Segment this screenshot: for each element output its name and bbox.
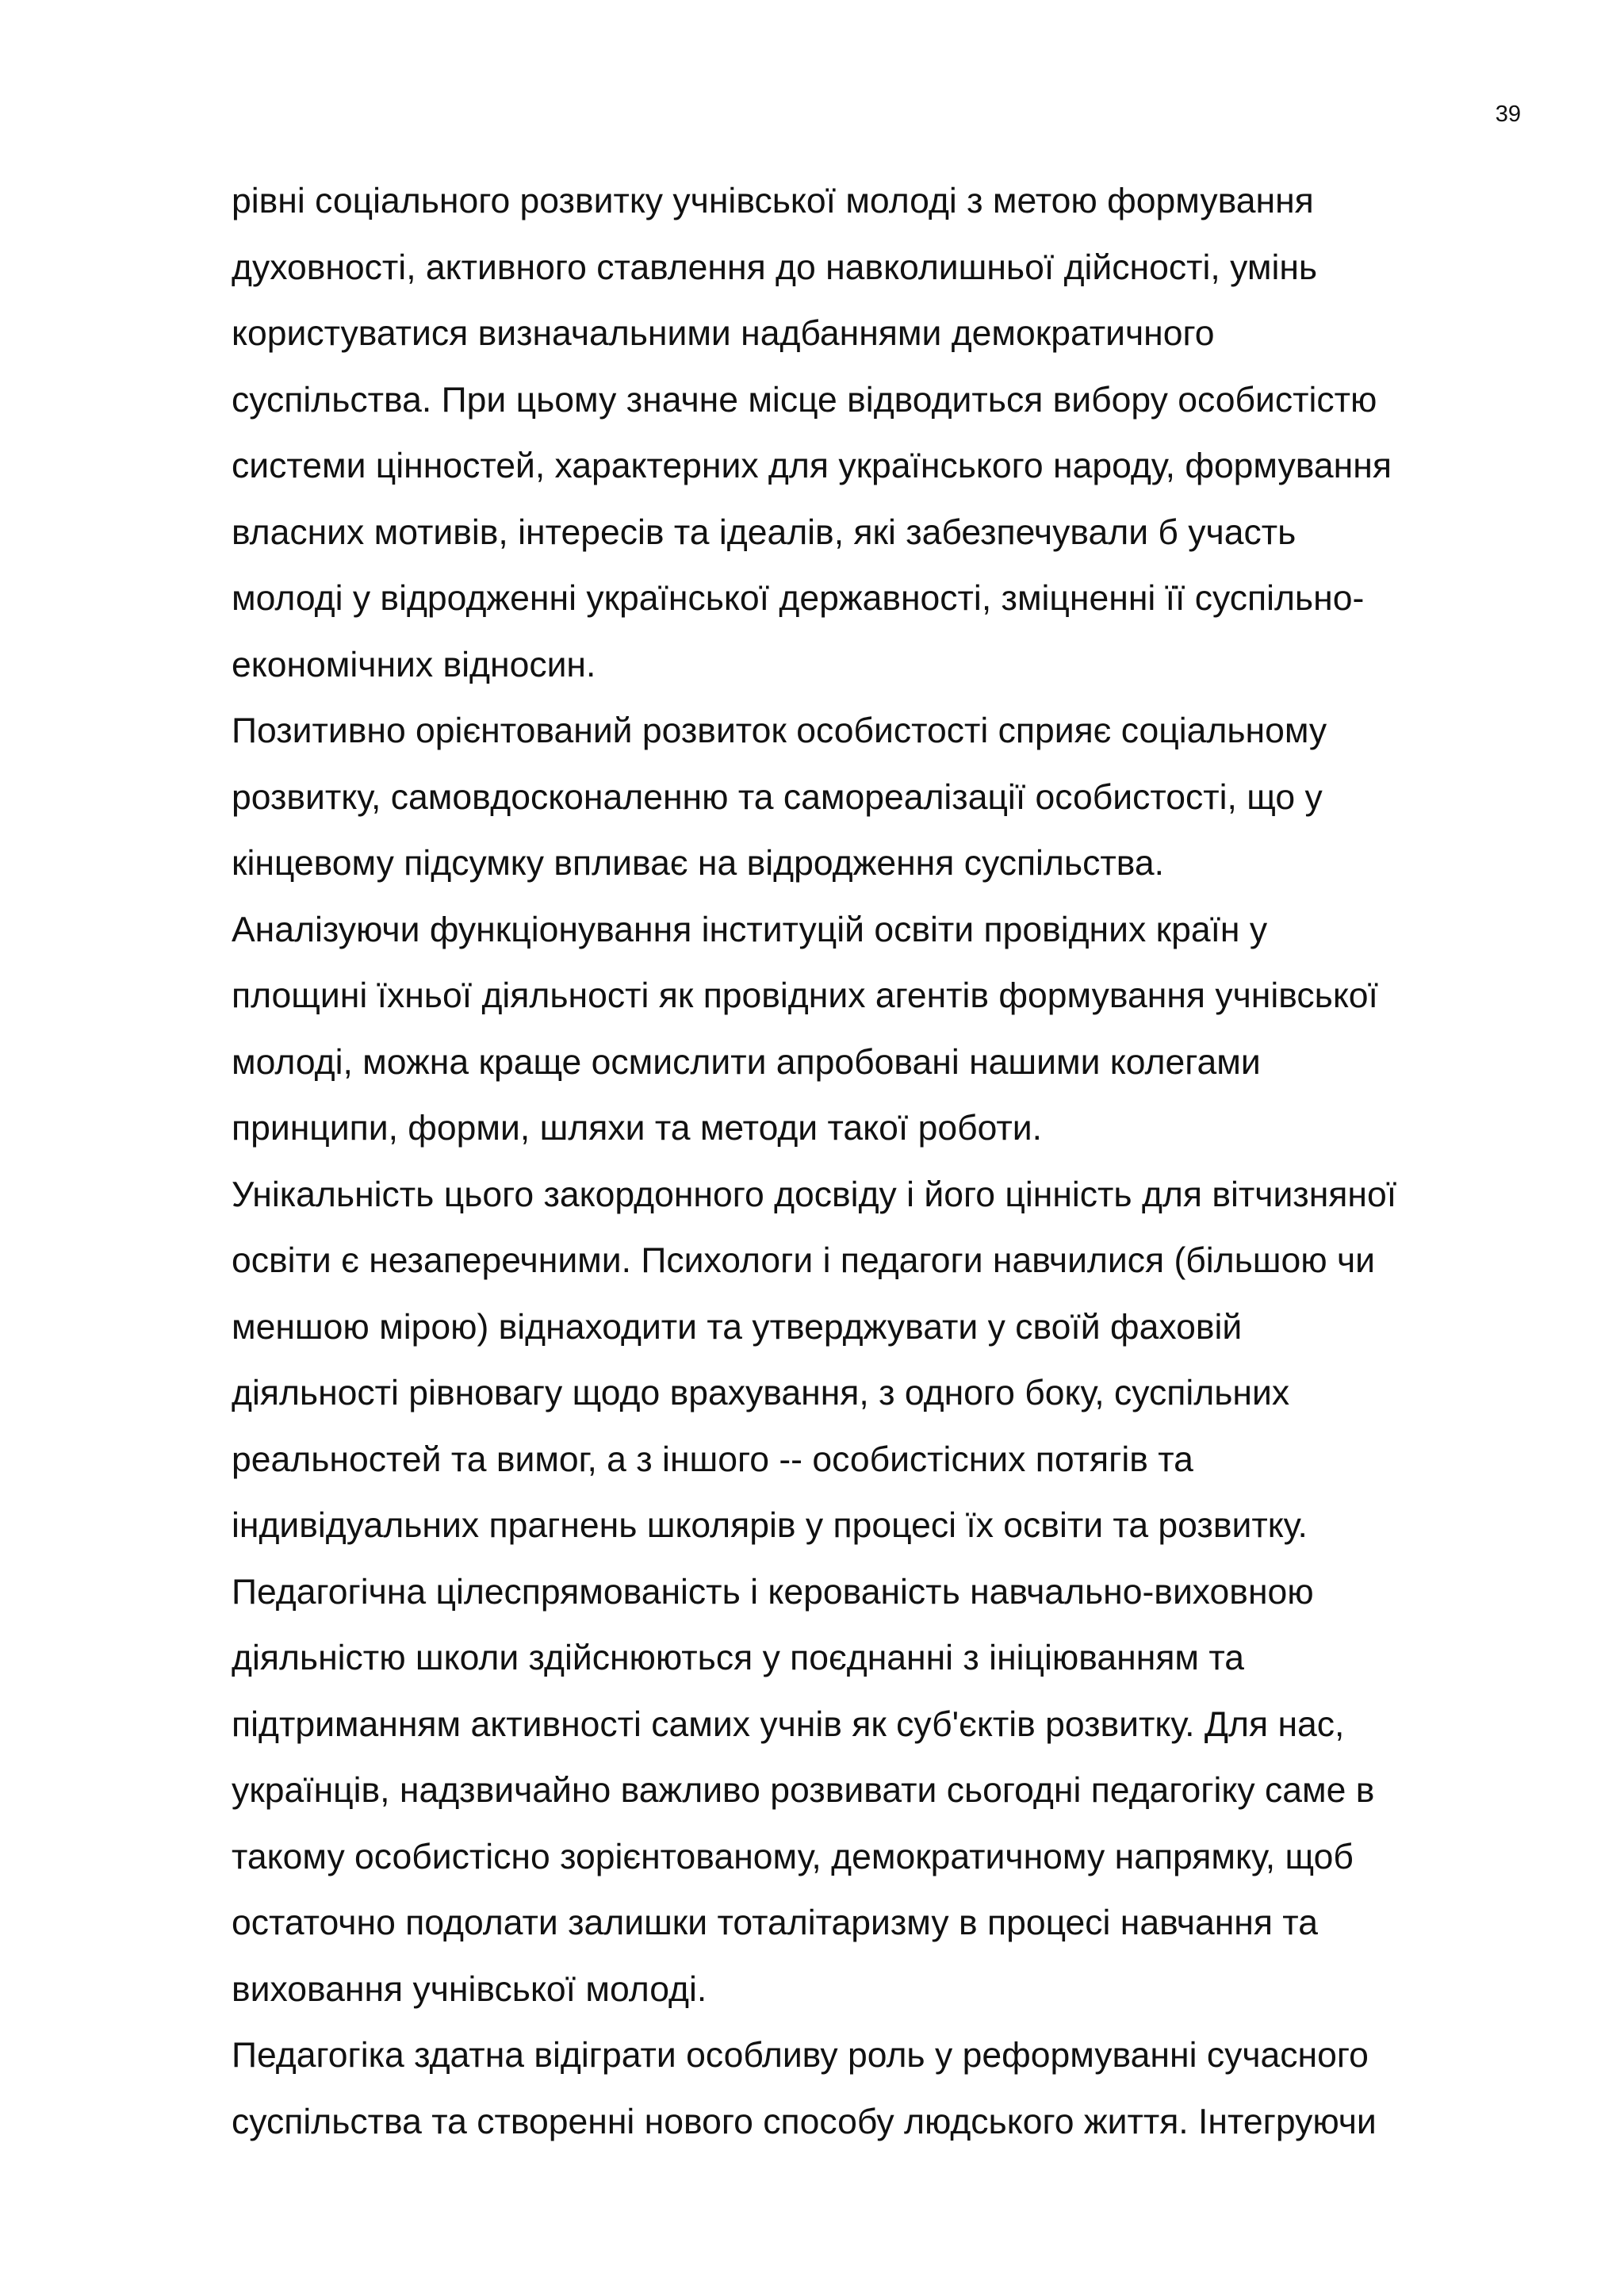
text-line: розвитку, самовдосконаленню та самореалізації особистості, що у	[232, 777, 1323, 817]
text-line: діяльністю школи здійснюються у поєднанні з ініціюванням та	[232, 1639, 1245, 1677]
text-line: молоді, можна краще осмислити апробовані нашими колегами	[232, 1042, 1261, 1082]
text-line: Педагогічна цілеспрямованість і керованість навчально-виховною	[232, 1572, 1314, 1612]
text-line: реальностей та вимог, а з іншого -- особистісних потягів та	[232, 1439, 1193, 1479]
text-line: духовності, активного ставлення до навколишньої дійсності, умінь	[232, 247, 1318, 287]
text-line: суспільства. При цьому значне місце відводиться вибору особистістю	[232, 380, 1377, 420]
text-line: власних мотивів, інтересів та ідеалів, які забезпечували б участь	[232, 512, 1297, 552]
text-line: економічних відносин.	[232, 645, 596, 684]
text-line: індивідуальних прагнень школярів у процесі їх освіти та розвитку.	[232, 1506, 1308, 1545]
text-line: Аналізуючи функціонування інституцій освіти провідних країн у	[232, 910, 1268, 949]
text-line: остаточно подолати залишки тоталітаризму в процесі навчання та	[232, 1903, 1318, 1942]
text-line: молоді у відродженні української державності, зміцненні її суспільно-	[232, 579, 1365, 618]
text-line: користуватися визначальними надбаннями демократичного	[232, 314, 1215, 353]
text-line: суспільства та створенні нового способу людського життя. Інтегруючи	[232, 2102, 1377, 2141]
text-line: підтриманням активності самих учнів як суб'єктів розвитку. Для нас,	[232, 1704, 1345, 1744]
page-number: 39	[1495, 102, 1521, 127]
text-line: меншою мірою) віднаходити та утверджувати у своїй фаховій	[232, 1307, 1243, 1347]
text-line: площині їхньої діяльності як провідних агентів формування учнівської	[232, 976, 1378, 1015]
text-line: такому особистісно зорієнтованому, демократичному напрямку, щоб	[232, 1837, 1354, 1876]
text-line: Позитивно орієнтований розвиток особистості сприяє соціальному	[232, 711, 1327, 750]
text-line: кінцевому підсумку впливає на відродження суспільства.	[232, 844, 1164, 883]
text-line: діяльності рівновагу щодо врахування, з одного боку, суспільних	[232, 1374, 1290, 1412]
text-line: Педагогіка здатна відіграти особливу роль у реформуванні сучасного	[232, 2036, 1369, 2075]
text-line: освіти є незаперечними. Психологи і педагоги навчилися (більшою чи	[232, 1241, 1376, 1280]
text-line: Унікальність цього закордонного досвіду і його цінність для вітчизняної	[232, 1175, 1397, 1214]
text-line: українців, надзвичайно важливо розвивати сьогодні педагогіку саме в	[232, 1771, 1375, 1810]
text-line: принципи, форми, шляхи та методи такої роботи.	[232, 1109, 1042, 1148]
text-line: рівні соціального розвитку учнівської молоді з метою формування	[232, 182, 1314, 220]
text-line: системи цінностей, характерних для українського народу, формування	[232, 447, 1392, 485]
text-line: виховання учнівської молоді.	[232, 1969, 707, 2009]
body-text	[232, 168, 1516, 2155]
